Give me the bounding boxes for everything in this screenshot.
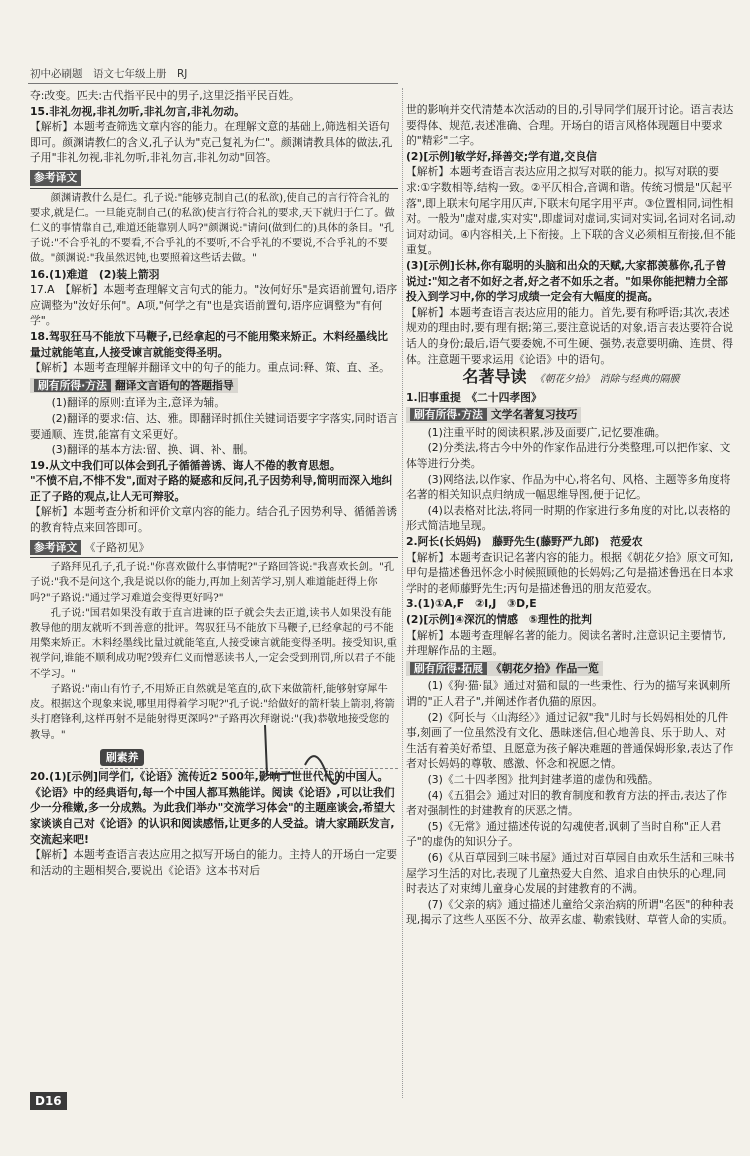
q15-answer: 15.非礼勿视,非礼勿听,非礼勿言,非礼勿动。 bbox=[30, 104, 245, 118]
q20-explanation-cont: 世的影响并交代清楚本次活动的目的,引导同学们展开讨论。语言表达要得体、规范,表述准确、合理。开场白的语言风格体现题目中要求的"精彩"二字。 bbox=[406, 103, 734, 148]
tip-item: (1)翻译的原则:直译为主,意译为辅。 bbox=[51, 396, 226, 410]
work-item: (5)《无常》通过描述传说的勾魂使者,讽刺了当时自称"正人君子"的虚伪的知识分子。 bbox=[406, 819, 722, 849]
m2-explanation: 【解析】本题考查识记名著内容的能力。根据《朝花夕拾》原文可知,甲句是描述鲁迅怀念小时候照顾他的长妈妈;乙句是描述鲁迅在日本求学时的老师藤野先生;丙句是描述鲁迅的朋友范爱农。 bbox=[406, 550, 734, 595]
q19-answer-cont: "不愤不启,不悱不发",面对子路的疑惑和反问,孔子因势利导,简明而深入地纠正了子路的观点,让人无可辩驳。 bbox=[30, 474, 393, 503]
section-title bbox=[406, 369, 736, 388]
handwriting-scribble bbox=[255, 715, 345, 805]
work-item: (4)《五猖会》通过对旧的教育制度和教育方法的抨击,表达了作者对强制性的封建教育的厌恶之情。 bbox=[406, 788, 728, 818]
tip-label: 刷有所得·拓展 bbox=[410, 662, 487, 675]
work-item: (7)《父亲的病》通过描述儿童给父亲治病的所谓"名医"的种种表现,揭示了这些人巫医不分、故弄玄虚、勒索钱财、草菅人命的实质。 bbox=[406, 897, 734, 927]
tip-item: (3)翻译的基本方法:留、换、调、补、删。 bbox=[51, 443, 255, 457]
tip-item: (4)以表格对比法,将同一时期的作家进行多角度的对比,以表格的形式简洁地呈现。 bbox=[406, 503, 731, 533]
reference-paragraph: 子路拜见孔子,孔子说:"你喜欢做什么事情呢?"子路回答说:"我喜欢长剑。"孔子说:"我不是问这个,我是说以你的能力,再加上刻苦学习,别人难道能赶得上你吗?"子路说:"通过学习难道会变得更好吗?" bbox=[30, 561, 395, 604]
column-divider bbox=[402, 88, 403, 1098]
note-line: 夺:改变。匹夫:古代指平民中的男子,这里泛指平民百姓。 bbox=[30, 89, 300, 102]
work-item: (3)《二十四孝图》批判封建孝道的虚伪和残酷。 bbox=[427, 772, 659, 786]
reference-paragraph: 孔子说:"国君如果没有敢于直言进谏的臣子就会失去正道,读书人如果没有能教导他的朋友就听不到善意的批评。驾驭狂马不能放下马鞭子,已经拿起的弓不能用檠来矫正。木料经墨线比量过就能笔直,人接受谏言就能变得圣明。接受知识,重视学问,谁能不顺利成功呢?毁弃仁义而憎恶读书人,一定会受到刑罚,所以君子不能不学习。" bbox=[30, 606, 397, 680]
page-number: D16 bbox=[30, 1092, 67, 1110]
reference-title: 《子路初见》 bbox=[84, 540, 150, 554]
tip-item: (2)分类法,将古今中外的作家作品进行分类整理,可以把作家、文体等进行分类。 bbox=[406, 441, 731, 471]
q19-explanation: 【解析】本题考查分析和评价文章内容的能力。结合孔子因势利导、循循善诱的教育特点来回答即可。 bbox=[30, 505, 398, 535]
m3-answer: 3.(1)①A,F ②I,J ③D,E bbox=[406, 597, 537, 611]
tip-item: (3)网络法,以作家、作品为中心,将名句、风格、主题等多角度将名著的相关知识点归纳成一幅思维导图,便于记忆。 bbox=[406, 472, 731, 502]
section-title-text: 名著导读 bbox=[462, 367, 527, 387]
tip-item: (2)翻译的要求:信、达、雅。即翻译时抓住关键词语要字字落实,同时语言要通顺、连贯,能富有文采更好。 bbox=[30, 411, 398, 441]
q18-answer: 18.驾驭狂马不能放下马鞭子,已经拿起的弓不能用檠来矫正。木料经墨线比量过就能笔直,人接受谏言就能变得圣明。 bbox=[30, 329, 388, 359]
q20-part2-answer: (2)[示例]敏学好,择善交;学有道,交良信 bbox=[406, 149, 597, 163]
q19-answer: 19.从文中我们可以体会到孔子循循善诱、诲人不倦的教育思想。 bbox=[30, 458, 341, 472]
tip-label: 刷有所得·方法 bbox=[34, 379, 111, 392]
page-header: 初中必刷题 语文七年级上册 RJ bbox=[30, 68, 188, 80]
m1-answer: 1.旧事重提 《二十四孝图》 bbox=[406, 390, 542, 404]
m3-explanation: 【解析】本题考查理解名著的能力。阅读名著时,注意识记主要情节,并理解作品的主题。 bbox=[406, 628, 726, 658]
work-item: (6)《从百草园到三味书屋》通过对百草园自由欢乐生活和三味书屋学习生活的对比,表现了儿童热爱大自然、追求自由快乐的心理,同时表达了对束缚儿童身心发展的封建教育的不满。 bbox=[406, 850, 735, 896]
q18-explanation: 【解析】本题考查理解并翻译文中的句子的能力。重点词:释、策、直、圣。 bbox=[30, 361, 390, 375]
reference-label: 参考译文 bbox=[30, 170, 81, 186]
q20-part2-explanation: 【解析】本题考查语言表达应用之拟写对联的能力。拟写对联的要求:①字数相等,结构一致。②平仄相合,音调和谐。传统习惯是"仄起平落",即上联末句尾字用仄声,下联末句尾字用平声。③位置相同,词性相对。一般为"虚对虚,实对实",即虚词对虚词,实词对实词,名词对名词,动词对动词。④内容相关,上下衔接。上下联的含义必须相互衔接,但不能重复。 bbox=[406, 165, 736, 257]
q15-explanation: 【解析】本题考查筛选文章内容的能力。在理解文意的基础上,筛选相关语句即可。颜渊请教仁的含义,孔子认为"克己复礼为仁"。颜渊请教具体的做法,孔子用"非礼勿视,非礼勿听,非礼勿言,非礼勿动"回答。 bbox=[30, 120, 393, 165]
right-column bbox=[406, 102, 736, 928]
work-item: (2)《阿长与〈山海经〉》通过记叙"我"儿时与长妈妈相处的几件事,刻画了一位虽然没有文化、愚昧迷信,但心地善良、乐于助人、对生活有着美好希望、且愿意为孩子解决难题的普通保姆形象,表达了作者对长妈妈的尊敬、感激、怀念和祝愿之情。 bbox=[406, 710, 734, 771]
q17-answer: 17.A 【解析】本题考查理解文言句式的能力。"汝何好乐"是宾语前置句,语序应调整为"汝好乐何"。A项,"何学之有"也是宾语前置句,语序应调整为"有何学"。 bbox=[30, 283, 398, 328]
tip-label: 刷有所得·方法 bbox=[410, 408, 487, 421]
tip-title: 翻译文言语句的答题指导 bbox=[114, 378, 234, 392]
q20-part3-explanation: 【解析】本题考查语言表达应用的能力。首先,要有称呼语;其次,表述规劝的理由时,要有理有据;第三,要注意说话的对象,语言表达要符合说话人的身份;最后,语气要委婉,不可生硬、强势,表意要明确、连贯、得体。注意题干要求运用《论语》中的语句。 bbox=[406, 305, 734, 366]
q16-answer: 16.(1)难道 (2)装上箭羽 bbox=[30, 267, 160, 281]
section-separator bbox=[100, 743, 398, 770]
tip-title: 文学名著复习技巧 bbox=[490, 408, 578, 422]
method-tip-header bbox=[30, 378, 238, 394]
method-tip-header bbox=[406, 407, 581, 423]
extension-tip-header bbox=[406, 661, 603, 677]
literacy-badge: 刷素养 bbox=[100, 749, 144, 767]
reference-label: 参考译文 bbox=[30, 540, 81, 556]
header-rule bbox=[28, 83, 398, 84]
tip-title: 《朝花夕拾》作品一览 bbox=[490, 661, 599, 675]
q20-answer: 20.(1)[示例]同学们,《论语》流传近2 500年,影响了世世代代的中国人。《论语》中的经典语句,每一个中国人都耳熟能详。阅读《论语》,可以让我们少一分稚嫩,多一分成熟。为此我们举办"交流学习体会"的主题座谈会,希望大家谈谈自己对《论语》的认识和阅读感悟,让更多的人受益。请大家踊跃发言,交流起来吧! bbox=[30, 770, 395, 846]
reference-paragraph: 子路说:"南山有竹子,不用矫正自然就是笔直的,砍下来做箭杆,能够射穿犀牛皮。根据这个现象来说,哪里用得着学习呢?"孔子说:"给做好的箭杆装上箭羽,将箭头打磨锋利,这样再射不是能射得更深吗?"子路再次拜谢说:"(我)恭敬地接受您的教导。" bbox=[30, 682, 395, 741]
reference-translation-header bbox=[30, 538, 398, 559]
m2-answer: 2.阿长(长妈妈) 藤野先生(藤野严九郎) 范爱农 bbox=[406, 535, 643, 549]
work-item: (1)《狗·猫·鼠》通过对猫和鼠的一些秉性、行为的描写来讽刺所谓的"正人君子",并阐述作者仇猫的原因。 bbox=[406, 679, 731, 708]
reference-translation-text: 颜渊请教什么是仁。孔子说:"能够克制自己(的私欲),使自己的言行符合礼的要求,就是仁。一旦能克制自己(的私欲)使言行符合礼的要求,天下就归于仁了。做仁义的事情靠自己,难道还能靠别人吗?"颜渊说:"请问(做到仁的)具体的条目。"孔子说:"不合乎礼的不要看,不合乎礼的不要听,不合乎礼的不要说,不合乎礼的不要做。"颜渊说:"我虽然迟钝,也要照着这些话去做。" bbox=[30, 191, 395, 265]
section-subtitle: 《朝花夕拾》 消除与经典的隔膜 bbox=[534, 374, 680, 386]
reference-translation-header bbox=[30, 168, 398, 189]
m3-answer-part2: (2)[示例]④深沉的情感 ⑤理性的批判 bbox=[406, 613, 592, 626]
q20-part3-answer: (3)[示例]长林,你有聪明的头脑和出众的天赋,大家都羡慕你,孔子曾说过:"知之者不如好之者,好之者不如乐之者。"如果你能把精力全部投入到学习中,你的学习成绩一定会有大幅度的提高。 bbox=[406, 258, 728, 304]
tip-item: (1)注重平时的阅读积累,涉及面要广,记忆要准确。 bbox=[427, 425, 666, 439]
q20-explanation: 【解析】本题考查语言表达应用之拟写开场白的能力。主持人的开场白一定要和活动的主题相契合,要说出《论语》这本书对后 bbox=[30, 848, 398, 877]
